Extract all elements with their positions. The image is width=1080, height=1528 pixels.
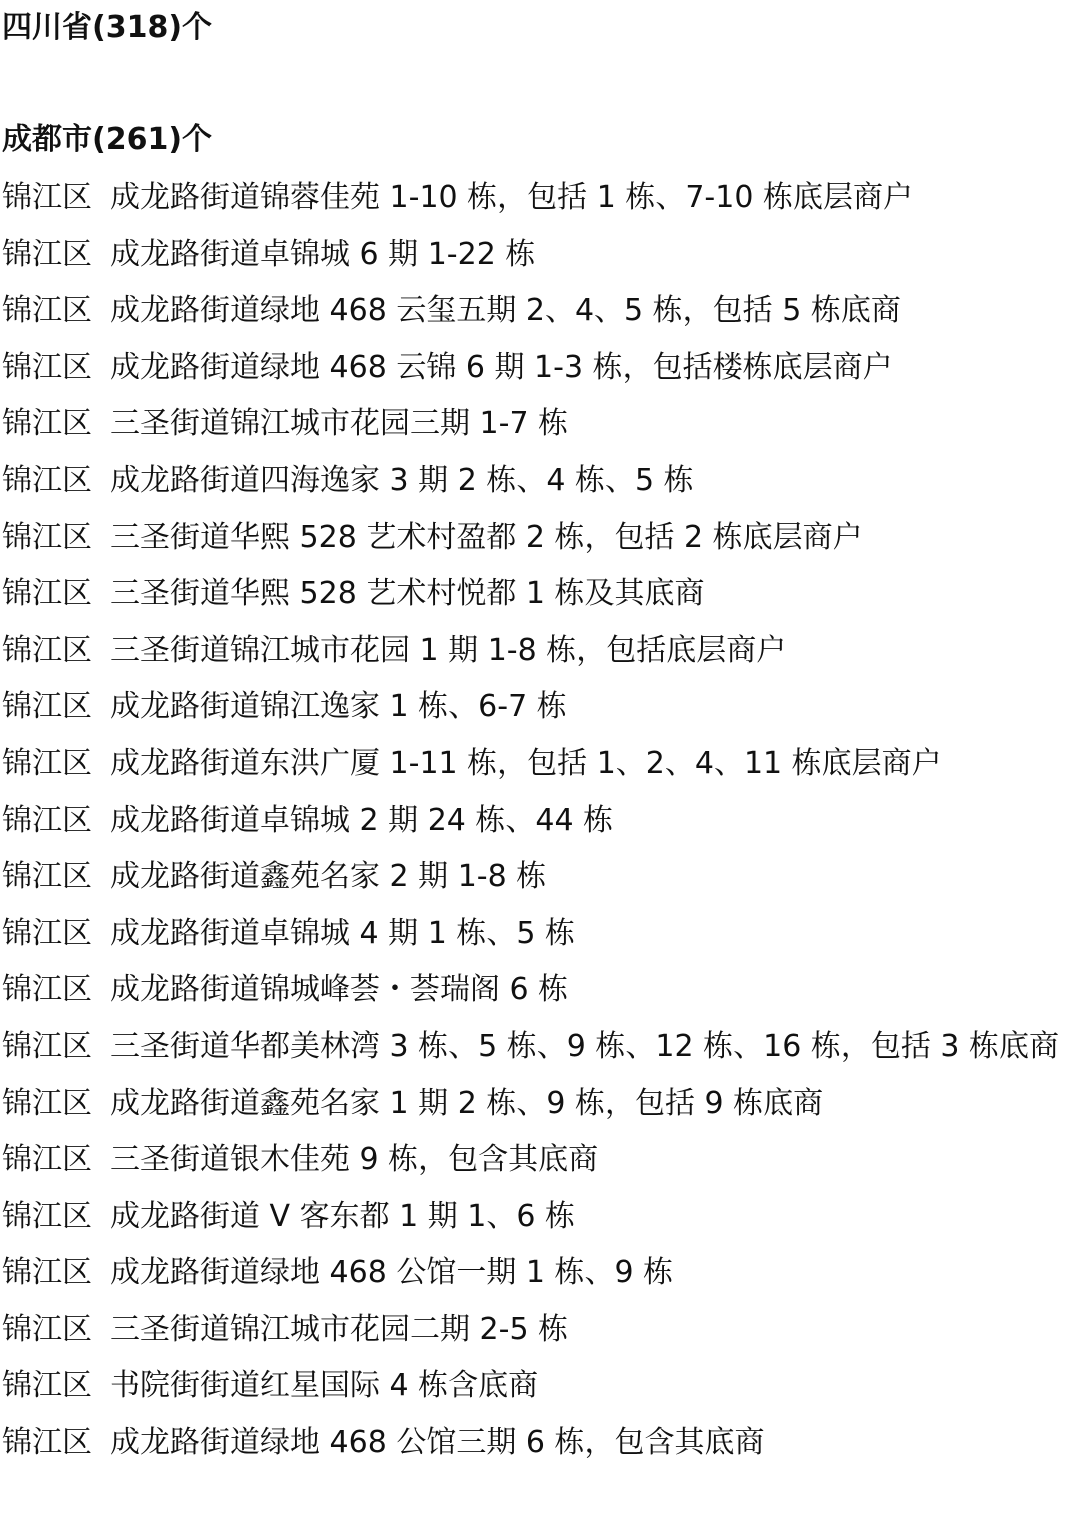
address-detail: 成龙路街道鑫苑名家 2 期 1-8 栋 <box>110 859 547 895</box>
list-item <box>0 906 1080 963</box>
address-detail: 成龙路街道锦城峰荟・荟瑞阁 6 栋 <box>110 972 569 1008</box>
address-detail: 成龙路街道四海逸家 3 期 2 栋、4 栋、5 栋 <box>110 462 694 498</box>
district-label: 锦江区 <box>2 915 92 951</box>
district-label: 锦江区 <box>2 462 92 498</box>
district-label: 锦江区 <box>2 180 92 215</box>
address-detail: 三圣街道华熙 528 艺术村悦都 1 栋及其底商 <box>110 576 705 612</box>
list-item <box>0 1019 1080 1076</box>
district-label: 锦江区 <box>2 689 92 725</box>
list-item <box>0 170 1080 227</box>
address-detail: 成龙路街道东洪广厦 1-11 栋，包括 1、2、4、11 栋底层商户 <box>110 745 942 781</box>
address-detail: 成龙路街道绿地 468 云玺五期 2、4、5 栋，包括 5 栋底商 <box>110 293 901 329</box>
list-item <box>0 736 1080 793</box>
district-label: 锦江区 <box>2 632 92 668</box>
district-label: 锦江区 <box>2 745 92 781</box>
address-detail: 三圣街道锦江城市花园二期 2-5 栋 <box>110 1311 569 1347</box>
address-detail: 三圣街道华熙 528 艺术村盈都 2 栋，包括 2 栋底层商户 <box>110 519 863 555</box>
list-item <box>0 1245 1080 1302</box>
district-label: 锦江区 <box>2 1368 92 1404</box>
district-label: 锦江区 <box>2 1085 92 1121</box>
district-label: 锦江区 <box>2 802 92 838</box>
list-item <box>0 1132 1080 1189</box>
list-item <box>0 679 1080 736</box>
address-detail: 三圣街道锦江城市花园三期 1-7 栋 <box>110 406 569 442</box>
city-heading: 成都市(261)个 <box>2 122 213 157</box>
list-item <box>0 566 1080 623</box>
address-detail: 成龙路街道锦蓉佳苑 1-10 栋，包括 1 栋、7-10 栋底层商户 <box>110 180 913 215</box>
address-detail: 书院街街道红星国际 4 栋含底商 <box>110 1368 539 1404</box>
district-label: 锦江区 <box>2 236 92 272</box>
district-label: 锦江区 <box>2 406 92 442</box>
address-detail: 三圣街道华都美林湾 3 栋、5 栋、9 栋、12 栋、16 栋，包括 3 栋底商 <box>110 1028 1059 1064</box>
district-label: 锦江区 <box>2 1311 92 1347</box>
district-label: 锦江区 <box>2 1142 92 1178</box>
address-detail: 三圣街道锦江城市花园 1 期 1-8 栋，包括底层商户 <box>110 632 787 668</box>
list-item <box>0 510 1080 567</box>
address-detail: 成龙路街道卓锦城 4 期 1 栋、5 栋 <box>110 915 575 951</box>
list-item <box>0 1076 1080 1133</box>
list-item <box>0 453 1080 510</box>
address-list <box>0 170 1080 1472</box>
list-item <box>0 962 1080 1019</box>
district-label: 锦江区 <box>2 293 92 329</box>
list-item <box>0 340 1080 397</box>
address-detail: 成龙路街道 V 客东都 1 期 1、6 栋 <box>110 1198 575 1234</box>
address-detail: 成龙路街道卓锦城 6 期 1-22 栋 <box>110 236 536 272</box>
district-label: 锦江区 <box>2 519 92 555</box>
district-label: 锦江区 <box>2 1425 92 1461</box>
list-item <box>0 1415 1080 1472</box>
address-detail: 成龙路街道绿地 468 公馆三期 6 栋，包含其底商 <box>110 1425 765 1461</box>
list-item <box>0 1302 1080 1359</box>
address-detail: 成龙路街道卓锦城 2 期 24 栋、44 栋 <box>110 802 614 838</box>
list-item <box>0 1189 1080 1246</box>
address-detail: 成龙路街道锦江逸家 1 栋、6-7 栋 <box>110 689 567 725</box>
district-label: 锦江区 <box>2 349 92 385</box>
district-label: 锦江区 <box>2 1255 92 1291</box>
district-label: 锦江区 <box>2 972 92 1008</box>
list-item <box>0 227 1080 284</box>
district-label: 锦江区 <box>2 576 92 612</box>
address-detail: 成龙路街道鑫苑名家 1 期 2 栋、9 栋，包括 9 栋底商 <box>110 1085 824 1121</box>
address-detail: 成龙路街道绿地 468 云锦 6 期 1-3 栋，包括楼栋底层商户 <box>110 349 893 385</box>
district-label: 锦江区 <box>2 1198 92 1234</box>
list-item <box>0 623 1080 680</box>
district-label: 锦江区 <box>2 859 92 895</box>
address-detail: 成龙路街道绿地 468 公馆一期 1 栋、9 栋 <box>110 1255 674 1291</box>
list-item <box>0 396 1080 453</box>
district-label: 锦江区 <box>2 1028 92 1064</box>
province-heading: 四川省(318)个 <box>2 10 213 45</box>
list-item <box>0 283 1080 340</box>
address-detail: 三圣街道银木佳苑 9 栋，包含其底商 <box>110 1142 599 1178</box>
list-item <box>0 793 1080 850</box>
list-item <box>0 1358 1080 1415</box>
list-item <box>0 849 1080 906</box>
